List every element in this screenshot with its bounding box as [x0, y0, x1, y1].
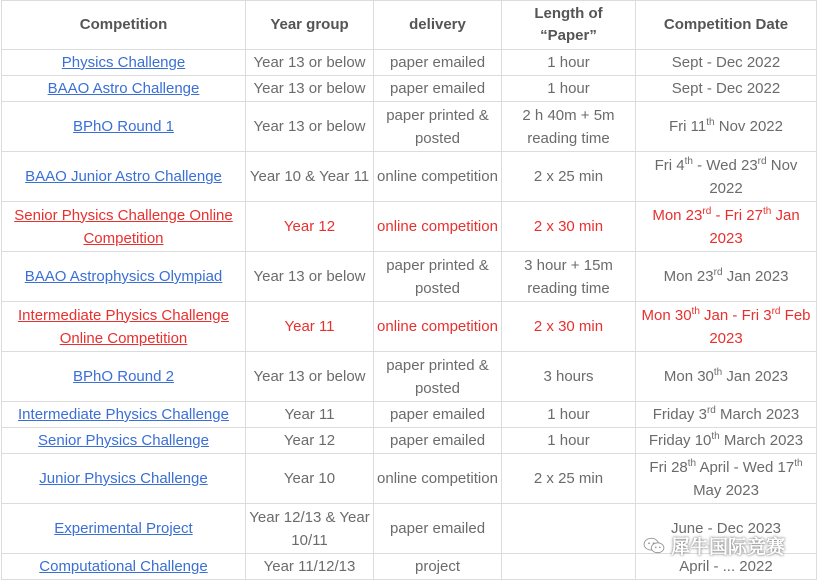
- cell-delivery: online competition: [374, 202, 502, 252]
- date-text: Fri 4: [654, 156, 685, 174]
- cell-competition: [2, 454, 246, 504]
- competition-link[interactable]: Physics Challenge: [61, 54, 186, 71]
- competition-link[interactable]: Junior Physics Challenge: [39, 470, 208, 487]
- cell-competition: [2, 428, 246, 454]
- cell-year-group: Year 11: [246, 402, 374, 428]
- date-suffix: rd: [702, 205, 712, 217]
- date-text: March 2023: [715, 406, 800, 423]
- date-text: Fri 11: [669, 118, 707, 135]
- date-suffix: th: [711, 431, 720, 442]
- header-length: [502, 1, 636, 50]
- date-text: Fri 28: [649, 458, 688, 476]
- cell-length: 1 hour: [502, 428, 636, 454]
- date-suffix: rd: [771, 305, 781, 317]
- header-competition: Competition: [2, 1, 246, 50]
- table-row: [2, 428, 817, 454]
- date-suffix: rd: [757, 155, 767, 167]
- table-row: [2, 402, 817, 428]
- cell-year-group: Year 11/12/13: [246, 554, 374, 580]
- date-text: April - ... 2022: [679, 558, 773, 575]
- date-suffix: rd: [706, 405, 716, 416]
- cell-competition-date: [636, 504, 817, 554]
- date-text: May 2023: [693, 481, 759, 499]
- date-suffix: th: [713, 367, 723, 378]
- date-suffix: th: [762, 205, 772, 217]
- cell-delivery: paper emailed: [374, 402, 502, 428]
- competition-link[interactable]: Intermediate Physics Challenge: [18, 406, 229, 423]
- cell-year-group: Year 13 or below: [246, 102, 374, 152]
- date-text: Mon 30: [641, 306, 692, 324]
- cell-competition-date: [636, 402, 817, 428]
- table-row: [2, 152, 817, 202]
- header-year-group: Year group: [246, 1, 374, 50]
- date-text: Nov 2022: [714, 118, 783, 135]
- date-text: Mon 23: [663, 268, 714, 285]
- date-text: - Fri 27: [711, 206, 763, 224]
- competition-link[interactable]: Senior Physics Challenge Online Competition: [14, 206, 233, 247]
- cell-competition: [2, 202, 246, 252]
- cell-length: 1 hour: [502, 76, 636, 102]
- header-delivery: delivery: [374, 1, 502, 50]
- cell-competition: [2, 554, 246, 580]
- cell-competition: [2, 402, 246, 428]
- cell-competition-date: [636, 454, 817, 504]
- cell-length: [502, 554, 636, 580]
- cell-competition: [2, 76, 246, 102]
- competition-link[interactable]: BAAO Astro Challenge: [47, 80, 200, 97]
- cell-year-group: Year 13 or below: [246, 76, 374, 102]
- date-suffix: th: [706, 117, 715, 128]
- cell-competition-date: [636, 76, 817, 102]
- date-suffix: th: [684, 155, 693, 167]
- date-suffix: th: [691, 305, 700, 317]
- cell-delivery: online competition: [374, 454, 502, 504]
- date-text: Jan 2023: [722, 268, 789, 285]
- cell-competition: [2, 50, 246, 76]
- table-row: [2, 76, 817, 102]
- date-text: June - Dec 2023: [670, 520, 782, 537]
- cell-year-group: Year 13 or below: [246, 352, 374, 402]
- cell-year-group: Year 12: [246, 202, 374, 252]
- cell-length: 2 x 30 min: [502, 202, 636, 252]
- header-competition-date: Competition Date: [636, 1, 817, 50]
- cell-delivery: project: [374, 554, 502, 580]
- cell-competition-date: [636, 102, 817, 152]
- cell-length: 2 x 25 min: [502, 454, 636, 504]
- date-suffix: th: [687, 457, 697, 469]
- table-row: [2, 102, 817, 152]
- cell-year-group: Year 13 or below: [246, 252, 374, 302]
- table-row: [2, 454, 817, 504]
- cell-length: 3 hours: [502, 352, 636, 402]
- cell-competition-date: [636, 352, 817, 402]
- cell-length: 1 hour: [502, 50, 636, 76]
- table-row: [2, 252, 817, 302]
- cell-length: [502, 504, 636, 554]
- date-text: Mon 23: [652, 206, 703, 224]
- cell-delivery: paper emailed: [374, 76, 502, 102]
- cell-competition-date: [636, 252, 817, 302]
- header-length-text: Length of “Paper”: [534, 5, 603, 44]
- competition-link[interactable]: BAAO Astrophysics Olympiad: [24, 268, 223, 285]
- date-text: Mon 30: [663, 368, 714, 385]
- date-text: Friday 10: [648, 432, 712, 449]
- cell-competition-date: [636, 50, 817, 76]
- date-text: March 2023: [719, 432, 804, 449]
- cell-delivery: paper emailed: [374, 504, 502, 554]
- competition-link[interactable]: BPhO Round 1: [73, 118, 174, 135]
- cell-length: 2 x 25 min: [502, 152, 636, 202]
- cell-length: 1 hour: [502, 402, 636, 428]
- table-row: [2, 302, 817, 352]
- cell-competition: [2, 252, 246, 302]
- date-text: Friday 3: [652, 406, 707, 423]
- date-text: April - Wed 17: [696, 458, 795, 476]
- cell-year-group: Year 12/13 & Year 10/11: [246, 504, 374, 554]
- cell-year-group: Year 12: [246, 428, 374, 454]
- cell-length: 3 hour + 15m reading time: [502, 252, 636, 302]
- date-text: Sept - Dec 2022: [671, 80, 781, 97]
- cell-competition: [2, 102, 246, 152]
- cell-year-group: Year 10: [246, 454, 374, 504]
- competition-link[interactable]: Intermediate Physics Challenge Online Competition: [18, 306, 229, 347]
- competition-link[interactable]: Experimental Project: [54, 520, 193, 537]
- competition-link[interactable]: Computational Challenge: [39, 558, 208, 575]
- cell-length: 2 x 30 min: [502, 302, 636, 352]
- date-text: Jan 2023: [722, 368, 789, 385]
- table-row: [2, 554, 817, 580]
- cell-competition-date: [636, 152, 817, 202]
- date-text: Jan - Fri 3: [699, 306, 772, 324]
- date-text: Jan 2023: [709, 206, 800, 247]
- date-text: Nov 2022: [709, 156, 798, 197]
- table-row: [2, 202, 817, 252]
- competition-link[interactable]: BAAO Junior Astro Challenge: [25, 168, 222, 185]
- cell-delivery: paper emailed: [374, 50, 502, 76]
- cell-competition-date: [636, 428, 817, 454]
- cell-competition: [2, 302, 246, 352]
- cell-competition-date: [636, 554, 817, 580]
- date-suffix: rd: [713, 267, 723, 278]
- cell-competition-date: [636, 302, 817, 352]
- competition-link[interactable]: Senior Physics Challenge: [38, 432, 209, 449]
- table-row: [2, 504, 817, 554]
- cell-competition: [2, 504, 246, 554]
- date-suffix: th: [794, 457, 803, 469]
- cell-delivery: paper emailed: [374, 428, 502, 454]
- cell-delivery: online competition: [374, 152, 502, 202]
- table-row: [2, 50, 817, 76]
- date-text: Sept - Dec 2022: [671, 54, 781, 71]
- cell-length: 2 h 40m + 5m reading time: [502, 102, 636, 152]
- table-body: [2, 50, 817, 580]
- cell-competition: [2, 152, 246, 202]
- cell-year-group: Year 11: [246, 302, 374, 352]
- date-text: - Wed 23: [692, 156, 758, 174]
- cell-delivery: paper printed & posted: [374, 102, 502, 152]
- competition-table: [1, 0, 817, 580]
- cell-delivery: paper printed & posted: [374, 252, 502, 302]
- cell-year-group: Year 10 & Year 11: [246, 152, 374, 202]
- cell-competition: [2, 352, 246, 402]
- cell-competition-date: [636, 202, 817, 252]
- header-row: [2, 1, 817, 50]
- date-text: Feb 2023: [709, 306, 811, 347]
- cell-delivery: paper printed & posted: [374, 352, 502, 402]
- cell-delivery: online competition: [374, 302, 502, 352]
- cell-year-group: Year 13 or below: [246, 50, 374, 76]
- competition-link[interactable]: BPhO Round 2: [73, 368, 174, 385]
- watermark-text: 犀牛国际竞赛: [671, 537, 786, 558]
- table-row: [2, 352, 817, 402]
